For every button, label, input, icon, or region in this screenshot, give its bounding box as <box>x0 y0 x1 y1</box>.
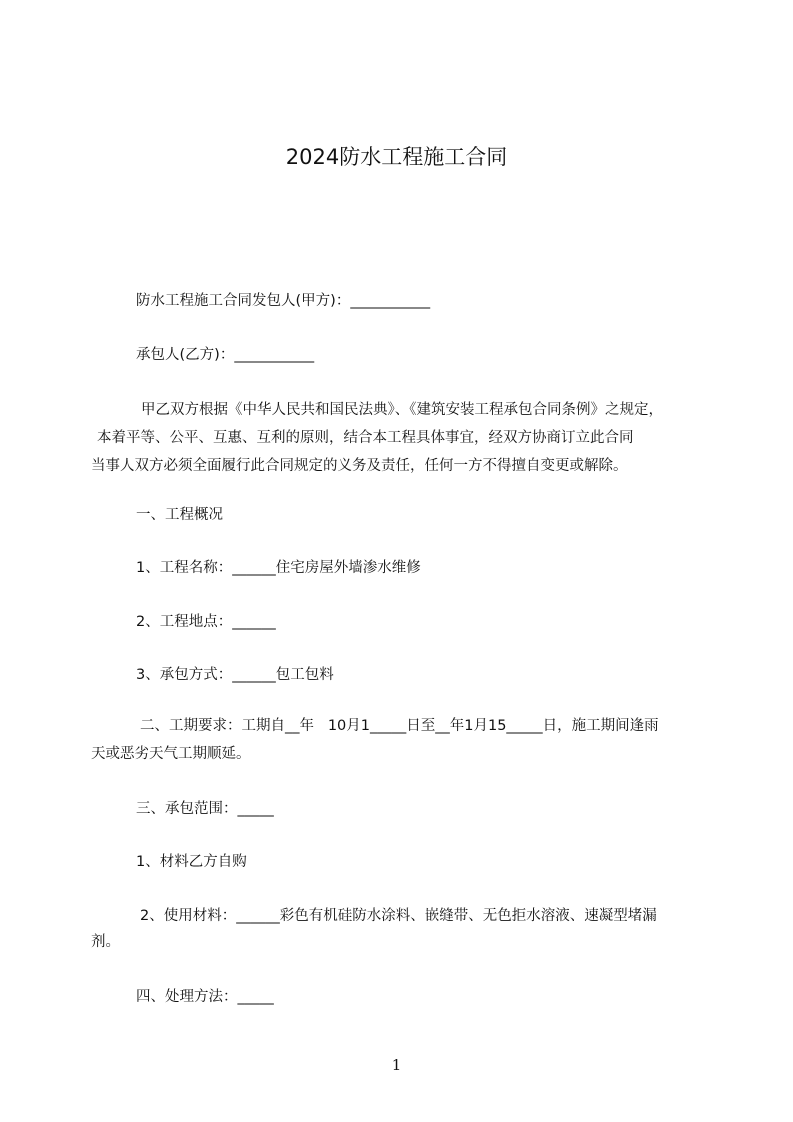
section-3-heading: 三、承包范围：_____ <box>136 801 274 817</box>
preamble-line-2: 本着平等、公平、互惠、互利的原则，结合本工程具体事宜，经双方协商订立此合同 <box>97 430 634 446</box>
section-1-item-2: 2、工程地点：______ <box>136 614 276 630</box>
section-3-item-2-line-1: 2、使用材料：______彩色有机硅防水涂料、嵌缝带、无色拒水溶液、速凝型堵漏 <box>140 908 657 924</box>
party-a-line: 防水工程施工合同发包人(甲方)：___________ <box>136 293 431 309</box>
section-1-item-1: 1、工程名称：______住宅房屋外墙渗水维修 <box>136 560 421 576</box>
section-1-item-3: 3、承包方式：______包工包料 <box>136 667 334 683</box>
preamble-line-1: 甲乙双方根据《中华人民共和国民法典》、《建筑安装工程承包合同条例》之规定， <box>141 402 663 418</box>
section-1-heading: 一、工程概况 <box>136 507 223 523</box>
page-number: 1 <box>391 1056 402 1074</box>
document-title: 2024防水工程施工合同 <box>285 145 508 169</box>
section-4-heading: 四、处理方法：_____ <box>136 989 274 1005</box>
section-3-item-1: 1、材料乙方自购 <box>136 854 247 870</box>
section-2-line-1: 二、工期要求：工期自__年 10月1_____日至__年1月15_____日，施工期间逢雨 <box>140 718 659 734</box>
section-3-item-2-line-2: 剂。 <box>91 934 120 950</box>
party-b-line: 承包人(乙方)：___________ <box>136 347 315 363</box>
preamble-line-3: 当事人双方必须全面履行此合同规定的义务及责任，任何一方不得擅自变更或解除。 <box>91 458 628 474</box>
section-2-line-2: 天或恶劣天气工期顺延。 <box>91 746 251 762</box>
